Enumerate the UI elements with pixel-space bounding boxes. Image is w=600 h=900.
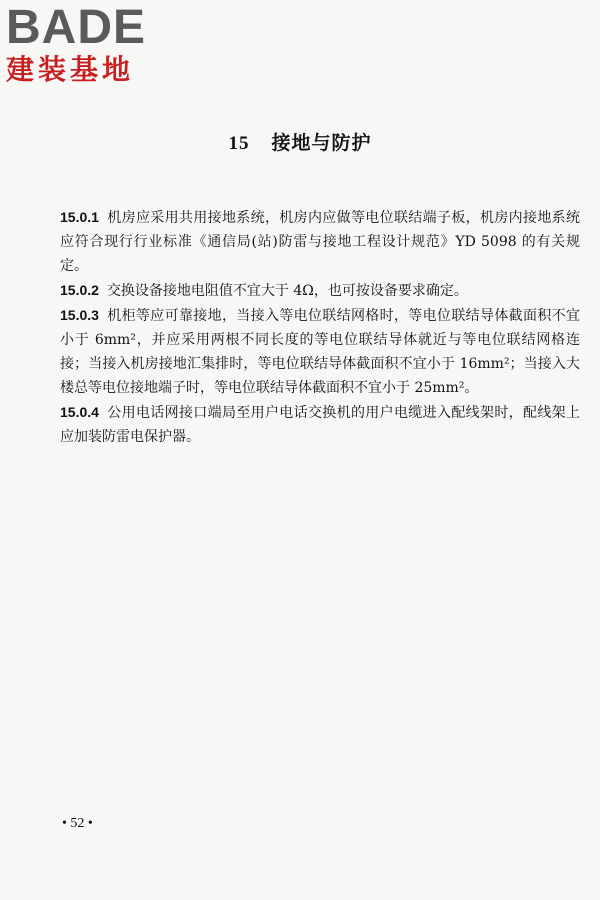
logo-wordmark: BADE	[6, 1, 147, 54]
clause-number: 15.0.4	[60, 404, 99, 420]
page-number: • 52 •	[62, 816, 93, 831]
document-body	[60, 205, 580, 449]
clause-15-0-3	[60, 303, 580, 400]
clause-text: 机房应采用共用接地系统，机房内应做等电位联结端子板，机房内接地系统应符合现行行业标准《通信局(站)防雷与接地工程设计规范》YD 5098 的有关规定。	[60, 210, 580, 274]
clause-number: 15.0.1	[60, 209, 99, 225]
logo-subtitle: 建装基地	[6, 53, 135, 86]
clause-number: 15.0.2	[60, 282, 99, 298]
clause-text: 交换设备接地电阻值不宜大于 4Ω，也可按设备要求确定。	[106, 283, 468, 299]
clause-number: 15.0.3	[60, 307, 99, 323]
logo	[6, 1, 176, 86]
chapter-number: 15	[228, 133, 250, 154]
clause-15-0-2	[60, 278, 580, 303]
clause-15-0-4	[60, 400, 580, 449]
chapter-heading: 接地与防护	[271, 132, 372, 154]
chapter-title	[0, 128, 600, 155]
clause-15-0-1	[60, 205, 580, 278]
clause-text: 机柜等应可靠接地，当接入等电位联结网格时，等电位联结导体截面积不宜小于 6mm²，并应采用两根不同长度的等电位联结导体就近与等电位联结网格连接；当接入机房接地汇集排时，等电位联结导体截面积不宜小于 16mm²；当接入大楼总等电位接地端子时，等电位联结导体截面积不宜小于 25mm²。	[60, 308, 580, 396]
clause-text: 公用电话网接口端局至用户电话交换机的用户电缆进入配线架时，配线架上应加装防雷电保护器。	[60, 405, 580, 445]
